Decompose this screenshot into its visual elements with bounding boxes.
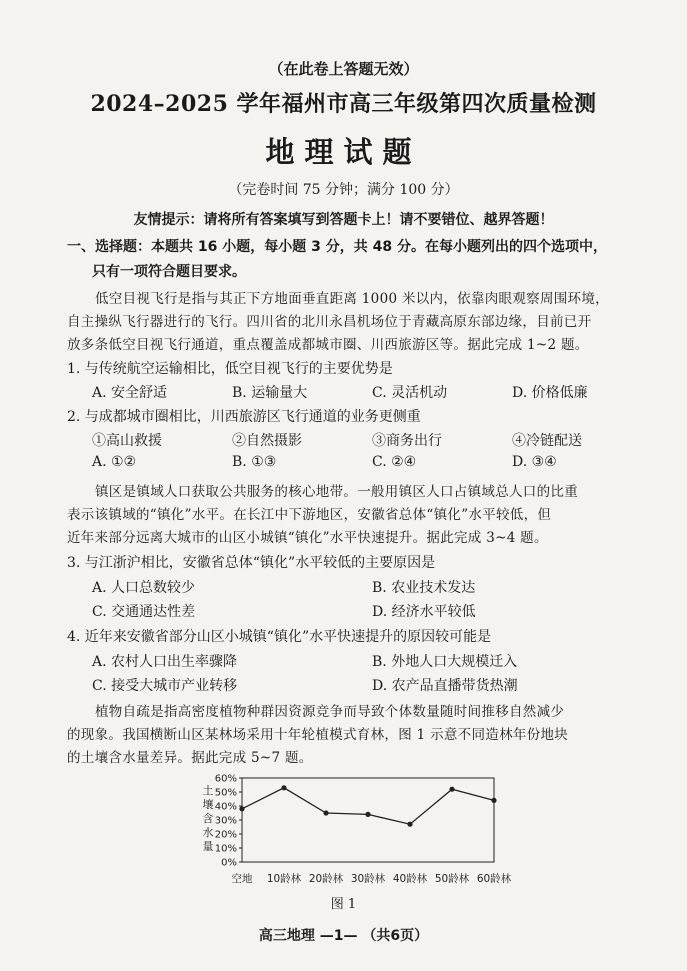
- x-tick-label: 10龄林: [266, 873, 302, 885]
- subject-title: 地理试题: [265, 135, 422, 169]
- y-axis-label-char: 壤: [202, 798, 214, 811]
- soil-moisture-chart: [196, 770, 516, 892]
- q3-stem: 3. 与江浙沪相比，安徽省总体“镇化”水平较低的主要原因是: [67, 555, 436, 571]
- q2-option-c: C. ②④: [372, 454, 417, 470]
- y-tick-label: 10%: [214, 843, 237, 855]
- passage3-line1: 植物自疏是指高密度植物种群因资源竞争而导致个体数量随时间推移自然减少: [95, 704, 565, 720]
- y-tick-label: 20%: [214, 829, 237, 841]
- data-point: [281, 785, 286, 790]
- data-point: [407, 822, 412, 827]
- q2-item-3: ③商务出行: [372, 433, 442, 449]
- q4-option-a: A. 农村人口出生率骤降: [92, 654, 238, 670]
- q2-item-2: ②自然摄影: [232, 433, 302, 449]
- q4-option-d: D. 农产品直播带货热潮: [372, 678, 518, 694]
- exam-title: 2024–2025 学年福州市高三年级第四次质量检测: [90, 91, 597, 117]
- invalid-answer-notice: （在此卷上答题无效）: [268, 60, 419, 78]
- q4-stem: 4. 近年来安徽省部分山区小城镇“镇化”水平快速提升的原因较可能是: [67, 629, 492, 645]
- q4-option-b: B. 外地人口大规模迁入: [372, 654, 518, 670]
- q3-option-d: D. 经济水平较低: [372, 604, 476, 620]
- data-point: [449, 787, 454, 792]
- q2-item-4: ④冷链配送: [512, 433, 582, 449]
- passage1-line3: 放多条低空目视飞行通道，重点覆盖成都城市圈、川西旅游区等。据此完成 1~2 题。: [67, 337, 589, 353]
- passage1-line1: 低空目视飞行是指与其正下方地面垂直距离 1000 米以内，依靠肉眼观察周围环境，: [95, 291, 609, 307]
- y-tick-label: 60%: [214, 773, 237, 785]
- y-tick-label: 40%: [214, 801, 237, 813]
- section-heading-line2: 只有一项符合题目要求。: [92, 264, 246, 280]
- q3-option-c: C. 交通通达性差: [92, 604, 196, 620]
- x-tick-label: 60龄林: [476, 873, 512, 885]
- q1-stem: 1. 与传统航空运输相比，低空目视飞行的主要优势是: [67, 361, 393, 377]
- series-line: [242, 788, 494, 824]
- section-heading-line1: 一、选择题：本题共 16 小题，每小题 3 分，共 48 分。在每小题列出的四个选项中，: [67, 239, 607, 255]
- y-axis-label-char: 含: [202, 812, 214, 825]
- q2-stem: 2. 与成都城市圈相比，川西旅游区飞行通道的业务更侧重: [67, 409, 421, 425]
- time-info: （完卷时间 75 分钟；满分 100 分）: [228, 182, 459, 198]
- q3-option-b: B. 农业技术发达: [372, 580, 476, 596]
- q1-option-a: A. 安全舒适: [92, 385, 168, 401]
- y-tick-label: 30%: [214, 815, 237, 827]
- passage2-line2: 表示该镇域的“镇化”水平。在长江中下游地区，安徽省总体“镇化”水平较低，但: [67, 507, 552, 523]
- q2-item-1: ①高山救援: [92, 433, 162, 449]
- q1-option-b: B. 运输量大: [232, 385, 308, 401]
- q3-option-a: A. 人口总数较少: [92, 580, 196, 596]
- passage3-line3: 的土壤含水量差异。据此完成 5~7 题。: [67, 750, 313, 766]
- q1-option-d: D. 价格低廉: [512, 385, 588, 401]
- passage2-line1: 镇区是镇域人口获取公共服务的核心地带。一般用镇区人口占镇域总人口的比重: [95, 484, 578, 500]
- passage2-line3: 近年来部分远离大城市的山区小城镇“镇化”水平快速提升。据此完成 3~4 题。: [67, 530, 548, 546]
- q1-option-c: C. 灵活机动: [372, 385, 448, 401]
- page-footer: 高三地理 —1— （共6页）: [258, 928, 429, 944]
- x-tick-label: 30龄林: [350, 873, 386, 885]
- y-axis-label-char: 水: [202, 826, 214, 839]
- x-tick-label: 20龄林: [308, 873, 344, 885]
- data-point: [323, 810, 328, 815]
- x-tick-label: 40龄林: [392, 873, 428, 885]
- x-tick-label: 空地: [231, 873, 253, 885]
- x-tick-label: 50龄林: [434, 873, 470, 885]
- data-point: [239, 806, 244, 811]
- q2-option-a: A. ①②: [92, 454, 137, 470]
- data-point: [491, 798, 496, 803]
- q2-option-d: D. ③④: [512, 454, 557, 470]
- figure-caption: 图 1: [330, 897, 357, 912]
- y-axis-label-char: 土: [202, 784, 214, 797]
- y-tick-label: 50%: [214, 787, 237, 799]
- friendly-tip: 友情提示：请将所有答案填写到答题卡上！请不要错位、越界答题！: [133, 212, 554, 228]
- data-point: [365, 812, 370, 817]
- q2-option-b: B. ①③: [232, 454, 277, 470]
- y-axis-label-char: 量: [202, 840, 214, 853]
- q4-option-c: C. 接受大城市产业转移: [92, 678, 238, 694]
- passage3-line2: 的现象。我国横断山区某林场采用十年轮植模式育林，图 1 示意不同造林年份地块: [67, 727, 569, 743]
- passage1-line2: 自主操纵飞行器进行的飞行。四川省的北川永昌机场位于青藏高原东部边缘，目前已开: [67, 314, 592, 330]
- y-tick-label: 0%: [221, 857, 237, 869]
